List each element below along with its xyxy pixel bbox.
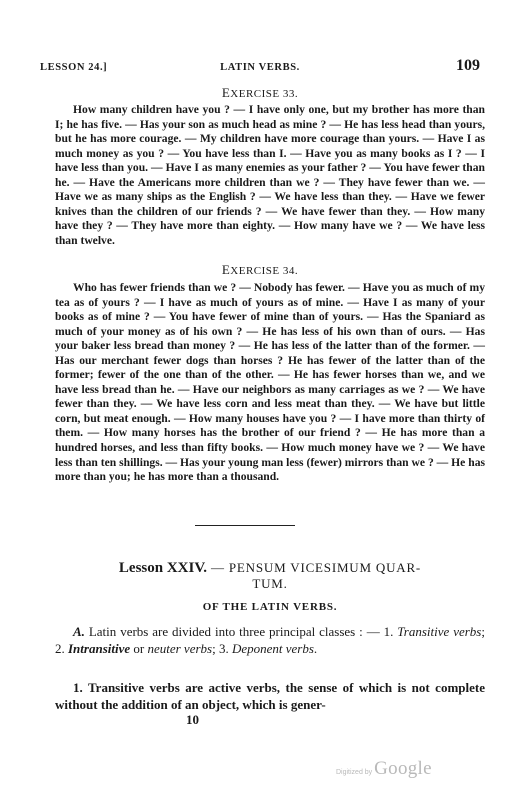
paragraph-1: 1. Transitive verbs are active verbs, the sense of which is not complete without the addition of an object, which is gener-	[55, 680, 485, 712]
exercise-34-text: Who has fewer friends than we ? — Nobody has fewer. — Have you as much of my tea as of yours ? — I have as much of yours as of mine. — Have I as many of your books as of mine ? — You have fewer of mine than of yours. — Has the Spaniard as much of your money as of his own ? — He has less of his own than of ours. — Has your baker less bread than money ? — He has less of the latter than of the former. — Has our merchant fewer dogs than horses ? He has fewer of the latter than of the former; fewer of the one than of the other. — He has fewer horses than we, and we have less bread than he. — Have our neighbors as many carriages as we ? — We have fewer than they. — We have less corn and less meat than they. — We have but little corn, but meat enough. — How many houses have you ? — I have more than thirty of them. — How many horses has the brother of our friend ? — He has more than a hundred horses, and less than fifty books. — How much money have we ? — We have less than ten shillings. — Has your young man less (fewer) mirrors than we ? — He has more than you; he has more than a thousand.	[55, 281, 485, 484]
lesson-latin-title-cont: TUM.	[252, 576, 288, 591]
paragraph-a-label: A.	[73, 624, 85, 639]
lesson-latin-title: PENSUM VICESIMUM QUAR-	[228, 560, 422, 575]
paragraph-a: A. Latin verbs are divided into three principal classes : — 1. Transitive verbs; 2. Intransitive or neuter verbs; 3. Deponent verbs.	[55, 624, 485, 656]
running-head-title: LATIN VERBS.	[220, 62, 300, 73]
page-number: 109	[456, 57, 480, 74]
section-divider	[195, 525, 295, 526]
digitized-watermark: Digitized by Google	[336, 758, 432, 779]
lesson-heading: Lesson XXIV. — PENSUM VICESIMUM QUAR- TUM.	[118, 560, 422, 591]
section-title: OF THE LATIN VERBS.	[202, 601, 338, 613]
running-head	[40, 57, 480, 78]
signature-mark: 10	[186, 712, 199, 727]
exercise-33-title: EXERCISE 33.	[221, 85, 299, 100]
exercise-34-title: EXERCISE 34.	[221, 262, 299, 277]
lesson-number: Lesson XXIV.	[118, 560, 207, 576]
running-head-lesson: LESSON 24.]	[40, 62, 108, 73]
google-logo: Google	[374, 758, 432, 779]
exercise-33-text: How many children have you ? — I have only one, but my brother has more than I; he has five. — Has your son as much head as mine ? — He has less head than yours, but he has more courage. — My children have more courage than yours. — Have I as much money as you ? — You have less than I. — Have you as many books as I ? — I have less than you. — Have I as many enemies as your father ? — You have fewer than he. — Have the Americans more children than we ? — They have fewer than we. — Have we as many ships as the English ? — We have less than they. — Have we fewer knives than the children of our friends ? — We have fewer than they. — How many have they ? — They have more than eighty. — How many have we ? — We have less than twelve.	[55, 103, 485, 247]
